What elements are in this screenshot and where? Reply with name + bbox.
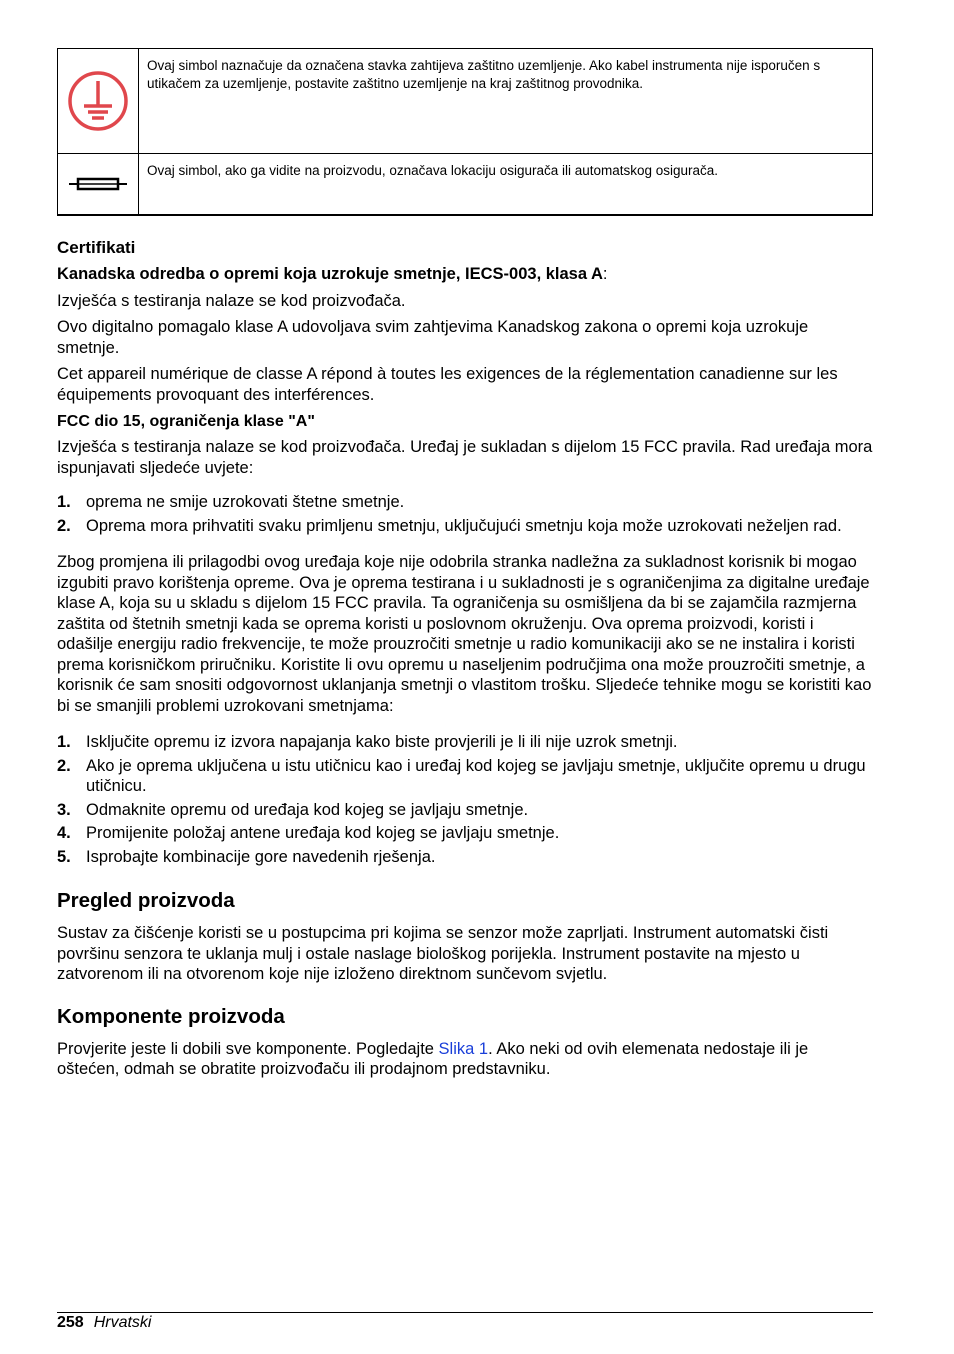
list-item: 4. Promijenite položaj antene uređaja kod kojeg se javljaju smetnje.	[57, 824, 560, 842]
page-number: 258	[57, 1314, 84, 1331]
protective-earth-icon	[67, 70, 129, 132]
icon-cell	[58, 154, 139, 216]
symbol-description: Ovaj simbol, ako ga vidite na proizvodu, označava lokaciju osigurača ili automatskog osigurača.	[139, 154, 873, 216]
footer-language: Hrvatski	[93, 1314, 152, 1331]
pregled-text: Sustav za čišćenje koristi se u postupcima pri kojima se senzor može zaprljati. Instrument automatski čisti površinu senzora te uklanja mulj i ostale naslage biološkog porijekla. Instrument postavite na mjesto u zatvorenom ili na otvorenom koje nije izloženo direktnom sunčevom svjetlu.	[57, 924, 829, 983]
symbol-description: Ovaj simbol naznačuje da označena stavka zahtijeva zaštitno uzemljenje. Ako kabel instrumenta nije isporučen s utikačem za uzemljenje, postavite zaštitno uzemljenje na kraj zaštitnog provodnika.	[139, 49, 873, 154]
list-item: 2. Oprema mora prihvatiti svaku primljenu smetnju, uključujući smetnju koja može uzrokovati neželjen rad.	[57, 516, 842, 535]
icon-cell	[58, 49, 139, 154]
canada-colon: :	[602, 265, 608, 283]
komponente-text: Provjerite jeste li dobili sve komponente. Pogledajte Slika 1. Ako neki od ovih elemenata nedostaje ili je oštećen, odmah se obratite proizvođaču ili prodajnom predstavniku.	[57, 1039, 809, 1078]
page-footer	[57, 1312, 873, 1332]
canada-heading: Kanadska odredba o opremi koja uzrokuje smetnje, IECS-003, klasa A	[57, 265, 603, 283]
table-row	[58, 154, 873, 216]
paragraph: Cet appareil numérique de classe A répond à toutes les exigences de la réglementation canadienne sur les équipements provoquant des interférences.	[57, 365, 838, 404]
fcc-intro: Izvješća s testiranja nalaze se kod proizvođača. Uređaj je sukladan s dijelom 15 FCC pravila. Rad uređaja mora ispunjavati sljedeće uvjete:	[57, 438, 873, 477]
fcc-body: Zbog promjena ili prilagodbi ovog uređaja koje nije odobrila stranka nadležna za sukladnost korisnik bi mogao izgubiti pravo korištenja opreme. Ova je oprema testirana i u sukladnosti je s ograničenjima za digitalne uređaje klase A, koja su u skladu s dijelom 15 FCC pravila. Ta ograničenja su osmišljena da bi se zajamčila razmjerna zaštita od štetnih smetnji kada se oprema koristi u poslovnom okruženju. Ova oprema proizvodi, koristi i odašilje energiju radio frekvencije, te može prouzročiti smetnje u radio komunikaciji ako se ne instalira i koristi prema korisničkom priručniku. Koristite li ovu opremu u naseljenim područjima ona može prouzročiti smetnje, a korisnik će sam snositi odgovornost uklanjanja smetnji o vlastitom trošku. Sljedeće tehnike mogu se koristiti kao bi se smanjili problemi uzrokovani smetnjama:	[57, 553, 872, 715]
list-item: 3. Odmaknite opremu od uređaja kod kojeg se javljaju smetnje.	[57, 800, 529, 819]
list-item: 5. Isprobajte kombinacije gore navedenih rješenja.	[57, 847, 436, 866]
fcc-steps-list	[57, 732, 873, 867]
fcc-heading: FCC dio 15, ograničenja klase "A"	[57, 413, 315, 430]
symbols-table	[57, 48, 873, 216]
certifikati-heading: Certifikati	[57, 238, 136, 257]
paragraph: Izvješća s testiranja nalaze se kod proizvođača.	[57, 291, 406, 310]
fcc-conditions-list	[57, 492, 873, 536]
fuse-icon	[67, 174, 129, 194]
komponente-heading: Komponente proizvoda	[57, 1004, 285, 1028]
pregled-heading: Pregled proizvoda	[57, 889, 235, 912]
list-item: 2. Ako je oprema uključena u istu utičnicu kao i uređaj kod kojeg se javljaju smetnje, uključite opremu u drugu utičnicu.	[57, 756, 866, 795]
figure-link[interactable]: Slika 1	[438, 1039, 489, 1058]
canada-regulation	[57, 264, 873, 285]
page-content	[57, 48, 873, 1086]
list-item: 1. Isključite opremu iz izvora napajanja kako biste provjerili je li ili nije uzrok smetnji.	[57, 733, 678, 751]
table-row	[58, 49, 873, 154]
paragraph: Ovo digitalno pomagalo klase A udovoljava svim zahtjevima Kanadskog zakona o opremi koja uzrokuje smetnje.	[57, 318, 809, 357]
list-item: 1. oprema ne smije uzrokovati štetne smetnje.	[57, 493, 405, 511]
